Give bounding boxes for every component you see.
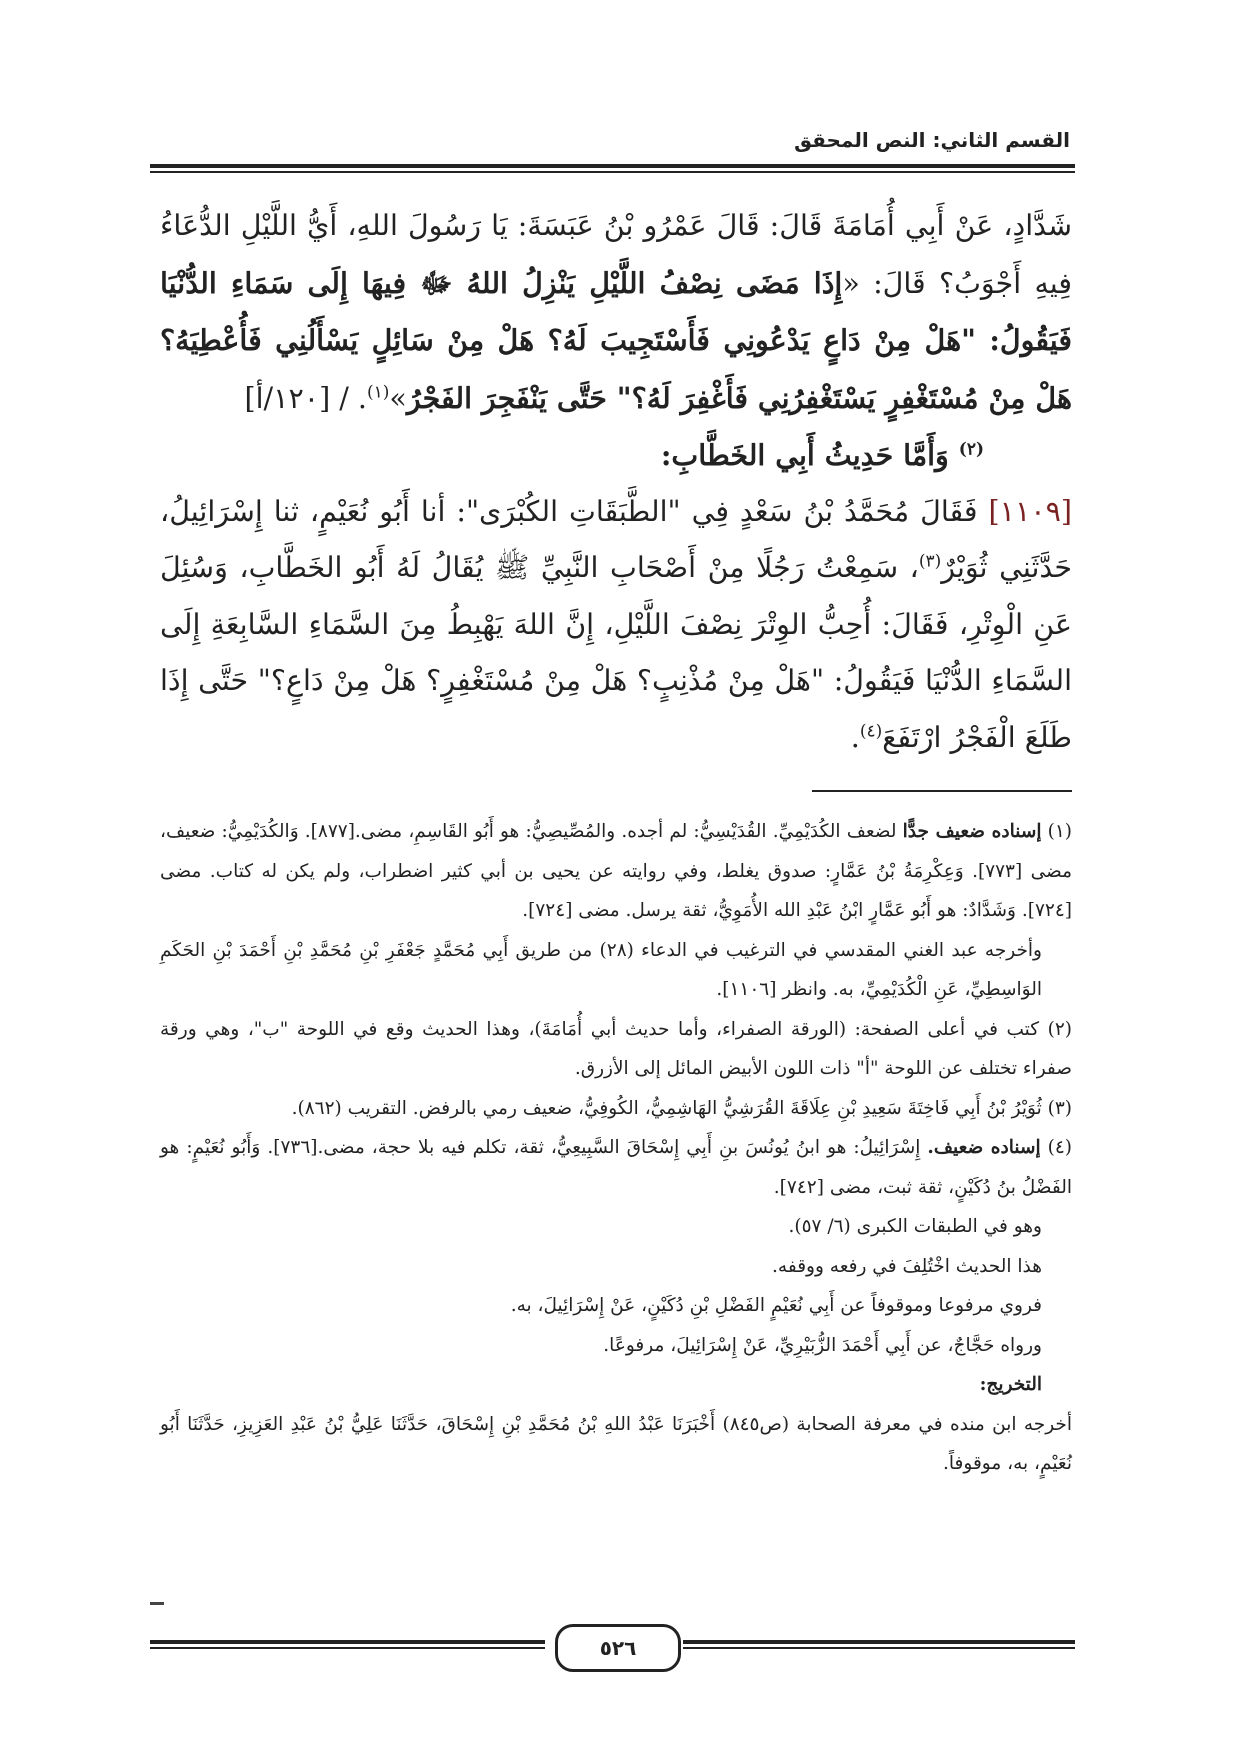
footnote-4-line: هذا الحديث اخْتُلِفَ في رفعه ووقفه.	[772, 1255, 1042, 1277]
text-segment: شَدَّادٍ، عَنْ أَبِي أُمَامَةَ قَالَ: قَالَ عَمْرُو بْنُ عَبَسَةَ: يَا رَسُولَ اللهِ، أَيُّ اللَّيْلِ الدُّعَاءُ فِيهِ أَجْوَبُ؟ قَالَ: «	[160, 209, 1072, 300]
footnote-number: (١)	[1047, 821, 1073, 842]
footnotes	[160, 812, 1072, 1484]
footnote-verdict: إسناده ضعيف جدًّا	[902, 821, 1042, 842]
footnote-4	[160, 1128, 1072, 1207]
prophetic-text: إِذَا مَضَى نِصْفُ اللَّيْلِ يَنْزِلُ اللهُ ﷻ فِيهَا إِلَى سَمَاءِ الدُّنْيَا فَيَقُولُ: "هَلْ مِنْ دَاعٍ يَدْعُونِي فَأَسْتَجِيبَ لَهُ؟ هَلْ مِنْ سَائِلٍ يَسْأَلُنِي فَأُعْطِيَهُ؟ هَلْ مِنْ مُسْتَغْفِرٍ يَسْتَغْفِرُنِي فَأَغْفِرَ لَهُ؟" حَتَّى يَنْفَجِرَ الفَجْرُ	[160, 265, 1072, 415]
footnote-1	[160, 812, 1072, 931]
footnote-ref-2: (٢)	[958, 439, 984, 460]
text-segment: »	[389, 381, 407, 415]
paragraph-hadith-1108-continued	[160, 198, 1072, 427]
end-dash	[150, 1602, 164, 1605]
takhrij-text: أخرجه ابن منده في معرفة الصحابة (ص٨٤٥) أَخْبَرَنَا عَبْدُ اللهِ بْنُ مُحَمَّدِ بْنِ إِسْحَاقَ، حَدَّثَنَا عَلِيُّ بْنُ عَبْدِ العَزِيزِ، حَدَّثَنَا أَبُو نُعَيْمٍ، به، موقوفاً.	[160, 1413, 1073, 1474]
running-head: القسم الثاني: النص المحقق	[794, 128, 1070, 152]
paragraph-hadith-1109	[160, 484, 1072, 767]
page-number: ٥٢٦	[555, 1624, 681, 1672]
text-segment: فَقَالَ مُحَمَّدُ بْنُ سَعْدٍ فِي "الطَّبَقَاتِ الكُبْرَى": أنا أَبُو نُعَيْمٍ، ثنا إِسْرَائِيلُ، حَدَّثَنِي ثُوَيْرٌ	[160, 494, 1072, 584]
footer-rule-right-thin	[683, 1647, 1075, 1649]
footnote-2	[160, 1010, 1072, 1089]
footnote-ref-4: (٤)	[859, 721, 883, 741]
footnote-3	[160, 1089, 1072, 1129]
text-segment: .	[850, 720, 860, 754]
footnote-text: كتب في أعلى الصفحة: (الورقة الصفراء، وأما حديث أبي أُمَامَةَ)، وهذا الحديث وقع في اللوحة "ب"، وهي ورقة صفراء تختلف عن اللوحة "أ" ذات اللون الأبيض المائل إلى الأزرق.	[160, 1018, 1072, 1079]
footer-rule-left-thick	[150, 1640, 545, 1644]
footnote-text: إِسْرَائِيلُ: هو ابنُ يُونُسَ بنِ أَبِي إِسْحَاقَ السَّبِيعِيُّ، ثقة، تكلم فيه بلا حجة، مضى.[٧٣٦]. وَأَبُو نُعَيْمٍ: هو الفَضْلُ بنُ دُكَيْنٍ، ثقة ثبت، مضى [٧٤٢].	[160, 1137, 1072, 1198]
hadith-number: [١١٠٩]	[988, 494, 1073, 528]
footnote-4-line: فروي مرفوعا وموقوفاً عن أَبِي نُعَيْمٍ الفَضْلِ بْنِ دُكَيْنٍ، عَنْ إِسْرَائِيلَ، به.	[510, 1295, 1042, 1316]
takhrij-heading: التخريج:	[979, 1374, 1042, 1395]
footnote-ref-1: (١)	[366, 382, 390, 402]
header-rule-thin	[150, 171, 1075, 173]
footer-rule-right-thick	[683, 1640, 1075, 1644]
footnote-4-line: وهو في الطبقات الكبرى (٦/ ٥٧).	[788, 1216, 1042, 1237]
folio-marker: . / [١٢٠/أ]	[244, 381, 367, 415]
footnote-ref-3: (٣)	[918, 551, 942, 572]
section-heading-text: وَأَمَّا حَدِيثُ أَبِي الخَطَّابِ:	[660, 438, 949, 472]
footnote-number: (٢)	[1047, 1018, 1072, 1040]
footnote-text: لضعف الكُدَيْمِيِّ. القُدَيْسِيُّ: لم أجده. والمُصِّيصِيُّ: هو أَبُو القَاسِمِ، مضى.[٨٧٧]. وَالكُدَيْمِيُّ:	[221, 821, 897, 842]
footnote-separator	[812, 790, 1072, 792]
footnote-text: ثُوَيْرُ بْنُ أَبِي فَاخِتَةَ سَعِيدِ بْنِ عِلَاقَةَ القُرَشِيُّ الهَاشِمِيُّ، الكُوفِيُّ، ضعيف رمي بالرفض. التقريب (٨٦٢).	[291, 1097, 1042, 1119]
footnote-number: (٣)	[1047, 1097, 1072, 1119]
text-segment: ، سَمِعْتُ رَجُلًا مِنْ أَصْحَابِ النَّبِيِّ ﷺ يُقَالُ لَهُ أَبُو الخَطَّابِ، وَسُئِلَ عَنِ الْوِتْرِ، فَقَالَ: أُحِبُّ الوِتْرَ نِصْفَ اللَّيْلِ، إِنَّ اللهَ يَهْبِطُ مِنَ السَّمَاءِ السَّابِعَةِ إِلَى السَّمَاءِ الدُّنْيَا فَيَقُولُ: "هَلْ مِنْ مُذْنِبٍ؟ هَلْ مِنْ مُسْتَغْفِرٍ؟ هَلْ مِنْ دَاعٍ؟" حَتَّى إِذَا طَلَعَ الْفَجْرُ ارْتَفَعَ	[160, 551, 1072, 754]
footnote-text: ضعيف، مضى [٧٧٣]. وَعِكْرِمَةُ بْنُ عَمَّارٍ: صدوق يغلط، وفي روايته عن يحيى بن أبي كثير اضطراب، ولم يكن له كتاب. مضى [٧٢٤]. وَشَدَّادٌ: هو أَبُو عَمَّارٍ ابْنُ عَبْدِ الله الأُمَوِيُّ، ثقة يرسل. مضى [٧٢٤].	[160, 821, 1072, 921]
footnote-4-line: ورواه حَجَّاجٌ، عن أَبِي أَحْمَدَ الزُّبَيْرِيِّ، عَنْ إِسْرَائِيلَ، مرفوعًا.	[603, 1334, 1042, 1356]
footnote-number: (٤)	[1047, 1137, 1073, 1158]
main-text	[160, 198, 1072, 766]
section-heading	[160, 427, 1072, 484]
footer-rule-left-thin	[150, 1647, 545, 1649]
footnote-1-paragraph: وأخرجه عبد الغني المقدسي في الترغيب في الدعاء (٢٨) من طريق أَبِي مُحَمَّدٍ جَعْفَرِ بْنِ مُحَمَّدِ بْنِ أَحْمَدَ بْنِ الحَكَمِ الوَاسِطِيِّ، عَنِ الْكُدَيْمِيِّ، به. وانظر [١١٠٦].	[160, 939, 1042, 1000]
footnote-verdict: إسناده ضعيف.	[927, 1137, 1041, 1158]
header-rule-thick	[150, 164, 1075, 168]
